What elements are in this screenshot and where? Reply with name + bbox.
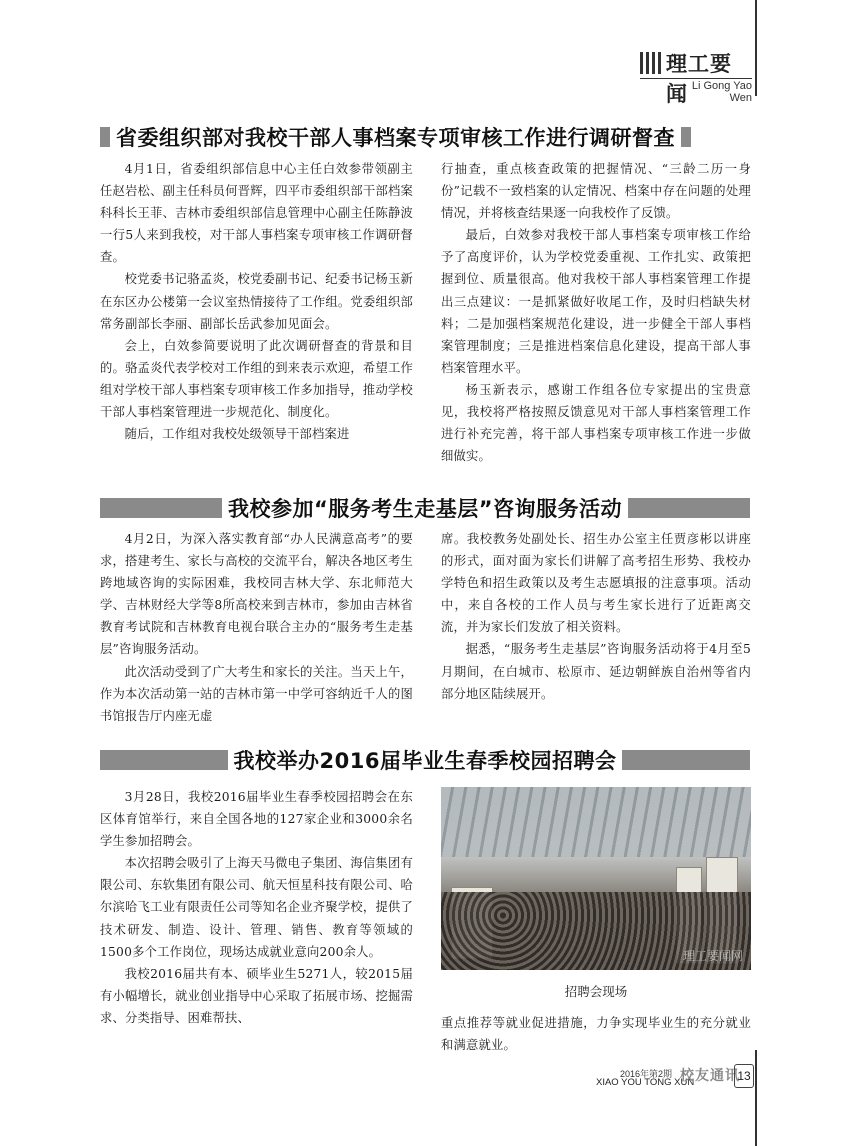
paragraph: 杨玉新表示，感谢工作组各位专家提出的宝贵意见，我校将严格按照反馈意见对干部人事档案管理工作进行补充完善，将干部人事档案专项审核工作进一步做细做实。 <box>441 382 751 464</box>
gym-roof <box>441 787 751 857</box>
paragraph: 随后，工作组对我校处级领导干部档案进 <box>124 427 350 442</box>
article2-headline <box>100 493 750 523</box>
top-right-rule <box>755 0 757 96</box>
headline-bar-left <box>100 498 222 518</box>
article1-column-right <box>441 158 751 467</box>
section-subtitle: Li Gong Yao Wen <box>691 80 752 104</box>
paragraph: 据悉，“服务考生走基层”咨询服务活动将于4月至5月期间，在白城市、松原市、延边朝鲜族自治州等省内部分地区陆续展开。 <box>441 642 751 701</box>
article1-headline <box>100 122 750 152</box>
paragraph: 4月2日，为深入落实教育部“办人民满意高考”的要求，搭建考生、家长与高校的交流平台，解决各地区考生跨地域咨询的实际困难，我校同吉林大学、东北师范大学、吉林财经大学等8所高校来到吉林市，参加由吉林省教育考试院和吉林教育电视台联合主办的“服务考生走基层”咨询服务活动。 <box>100 532 413 657</box>
headline-bar-left <box>100 750 228 770</box>
paragraph: 4月1日，省委组织部信息中心主任白效参带领副主任赵岩松、副主任科员何晋辉，四平市委组织部干部档案科科长王菲、吉林市委组织部信息管理中心副主任陈静波一行5人来到我校，对干部人事档案专项审核工作调研督查。 <box>100 162 413 265</box>
article1-column-left <box>100 158 413 445</box>
article2-title: 我校参加“服务考生走基层”咨询服务活动 <box>227 497 623 521</box>
article3-column-right <box>441 1012 751 1056</box>
article1-title: 省委组织部对我校干部人事档案专项审核工作进行调研督查 <box>116 126 675 150</box>
paragraph-continued: 行抽查，重点核查政策的把握情况、“三龄二历一身份”记载不一致档案的认定情况、档案中存在问题的处理情况，并将核查结果逐一向我校作了反馈。 <box>441 162 751 221</box>
headline-bar-right <box>622 750 750 770</box>
bottom-right-rule <box>755 1050 757 1146</box>
photo-watermark: 理工要闻网 <box>682 949 743 963</box>
paragraph: 3月28日，我校2016届毕业生春季校园招聘会在东区体育馆举行，来自全国各地的127家企业和3000余名学生参加招聘会。 <box>100 790 413 849</box>
issue-label: 2016年第2期 <box>620 1069 673 1079</box>
article3-title: 我校举办2016届毕业生春季校园招聘会 <box>233 749 617 773</box>
article3-headline <box>100 745 750 775</box>
headline-bar-right <box>681 127 691 147</box>
paragraph: 本次招聘会吸引了上海天马微电子集团、海信集团有限公司、东软集团有限公司、航天恒星科技有限公司、哈尔滨哈飞工业有限责任公司等知名企业齐聚学校，提供了技术研发、制造、设计、管理、销售、教育等领域的1500多个工作岗位，现场达成就业意向200余人。 <box>100 856 413 959</box>
article2-column-left <box>100 528 413 727</box>
paragraph-continued: 重点推荐等就业促进措施，力争实现毕业生的充分就业和满意就业。 <box>441 1016 751 1053</box>
paragraph: 我校2016届共有本、硕毕业生5271人，较2015届有小幅增长，就业创业指导中心采取了拓展市场、挖掘需求、分类指导、困难帮扶、 <box>100 966 413 1025</box>
paragraph: 最后，白效参对我校干部人事档案专项审核工作给予了高度评价，认为学校党委重视、工作扎实、政策把握到位、质量很高。他对我校干部人事档案管理工作提出三点建议：一是抓紧做好收尾工作，及时归档缺失材料；二是加强档案规范化建设，进一步健全干部人事档案管理制度；三是推进档案信息化建设，提高干部人事档案管理水平。 <box>441 228 751 375</box>
headline-bar-right <box>628 498 750 518</box>
headline-bar-left <box>100 127 110 147</box>
photo-caption: 招聘会现场 <box>564 984 628 999</box>
publication-name-cn: 校友通讯 <box>680 1068 740 1084</box>
publication-name-en: XIAO YOU TONG XUN <box>596 1077 695 1088</box>
page-number: 13 <box>734 1064 754 1088</box>
section-title: 理工要闻 <box>666 52 732 106</box>
section-underline <box>640 78 752 79</box>
paragraph: 校党委书记骆孟炎，校党委副书记、纪委书记杨玉新在东区办公楼第一会议室热情接待了工作组。党委组织部常务副部长李丽、副部长岳武参加见面会。 <box>100 272 413 331</box>
article2-column-right <box>441 528 751 705</box>
paragraph: 会上，白效参简要说明了此次调研督查的背景和目的。骆孟炎代表学校对工作组的到来表示欢迎，希望工作组对学校干部人事档案专项审核工作多加指导，推动学校干部人事档案管理进一步规范化、制度化。 <box>100 338 413 420</box>
job-fair-photo <box>441 787 751 970</box>
section-stripes-icon <box>640 52 662 74</box>
article3-column-left <box>100 786 413 1029</box>
paragraph-continued: 席。我校教务处副处长、招生办公室主任贾彦彬以讲座的形式，面对面为家长们讲解了高考招生形势、我校办学特色和招生政策以及考生志愿填报的注意事项。活动中，来自各校的工作人员与考生家长进行了近距离交流，并为家长们发放了相关资料。 <box>441 532 751 635</box>
paragraph: 此次活动受到了广大考生和家长的关注。当天上午，作为本次活动第一站的吉林市第一中学可容纳近千人的图书馆报告厅内座无虚 <box>100 664 413 723</box>
